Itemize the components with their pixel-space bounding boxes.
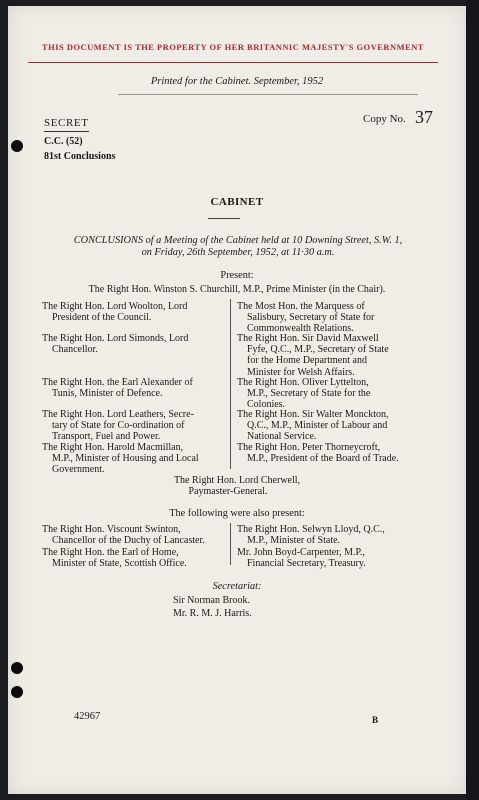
punch-hole-icon: [11, 662, 23, 674]
member-entry: The Right Hon. Peter Thorneycroft, M.P., President of the Board of Trade.: [237, 442, 399, 465]
also-present-entry: Mr. John Boyd-Carpenter, M.P., Financial Secretary, Treasury.: [237, 547, 366, 570]
page-title: CABINET: [210, 196, 264, 208]
meeting-line: on Friday, 26th September, 1952, at 11·30 a.m.: [141, 246, 335, 258]
secretariat-label: Secretariat:: [212, 581, 262, 592]
member-entry: The Right Hon. Lord Woolton, Lord President of the Council.: [42, 301, 188, 324]
also-present-label: The following were also present:: [169, 508, 305, 519]
printed-rule: [118, 94, 418, 95]
copy-number: 37: [415, 107, 433, 127]
member-entry: The Right Hon. Sir Walter Monckton, Q.C., M.P., Minister of Labour and National Service.: [237, 409, 389, 443]
also-present-entry: The Right Hon. the Earl of Home, Minister of State, Scottish Office.: [42, 547, 187, 570]
signature-letter: B: [372, 715, 379, 725]
member-entry: The Right Hon. Lord Leathers, Secre- tary of State for Co-ordination of Transport, Fuel and Power.: [42, 409, 194, 443]
secretariat-member: Mr. R. M. J. Harris.: [173, 608, 252, 619]
cc-reference: C.C. (52): [44, 136, 83, 147]
column-divider: [230, 523, 231, 565]
member-entry: The Right Hon. Oliver Lyttelton, M.P., Secretary of State for the Colonies.: [237, 377, 371, 411]
title-rule: [208, 218, 240, 219]
member-entry-centered: The Right Hon. Lord Cherwell, Paymaster-General.: [173, 475, 301, 498]
meeting-line: CONCLUSIONS of a Meeting of the Cabinet held at 10 Downing Street, S.W. 1,: [73, 235, 403, 246]
print-number: 42967: [74, 711, 101, 722]
conclusions-number: 81st Conclusions: [44, 151, 116, 162]
banner-rule: [28, 62, 438, 63]
member-entry: The Right Hon. Sir David Maxwell Fyfe, Q.C., M.P., Secretary of State for the Home Department and Minister for Welsh Affairs.: [237, 333, 389, 378]
classification-label: SECRET: [44, 117, 89, 129]
chair-line: The Right Hon. Winston S. Churchill, M.P., Prime Minister (in the Chair).: [88, 284, 386, 295]
document-page: [8, 6, 466, 794]
also-present-entry: The Right Hon. Viscount Swinton, Chancellor of the Duchy of Lancaster.: [42, 524, 205, 547]
member-entry: The Right Hon. Lord Simonds, Lord Chancellor.: [42, 333, 189, 356]
printed-note: Printed for the Cabinet. September, 1952: [150, 76, 324, 87]
column-divider: [230, 299, 231, 469]
member-entry: The Right Hon. the Earl Alexander of Tunis, Minister of Defence.: [42, 377, 193, 400]
secretariat-member: Sir Norman Brook.: [173, 595, 250, 606]
classification-rule: [44, 131, 89, 132]
member-entry: The Most Hon. the Marquess of Salisbury, Secretary of State for Commonwealth Relations.: [237, 301, 375, 335]
scan-edge: [466, 0, 479, 800]
punch-hole-icon: [11, 140, 23, 152]
member-entry: The Right Hon. Harold Macmillan, M.P., Minister of Housing and Local Government.: [42, 442, 199, 476]
punch-hole-icon: [11, 686, 23, 698]
property-banner: THIS DOCUMENT IS THE PROPERTY OF HER BRITANNIC MAJESTY'S GOVERNMENT: [42, 43, 424, 52]
present-label: Present:: [220, 270, 254, 281]
copy-label: Copy No.: [363, 113, 406, 125]
also-present-entry: The Right Hon. Selwyn Lloyd, Q.C., M.P., Minister of State.: [237, 524, 385, 547]
meeting-description: [48, 235, 428, 258]
